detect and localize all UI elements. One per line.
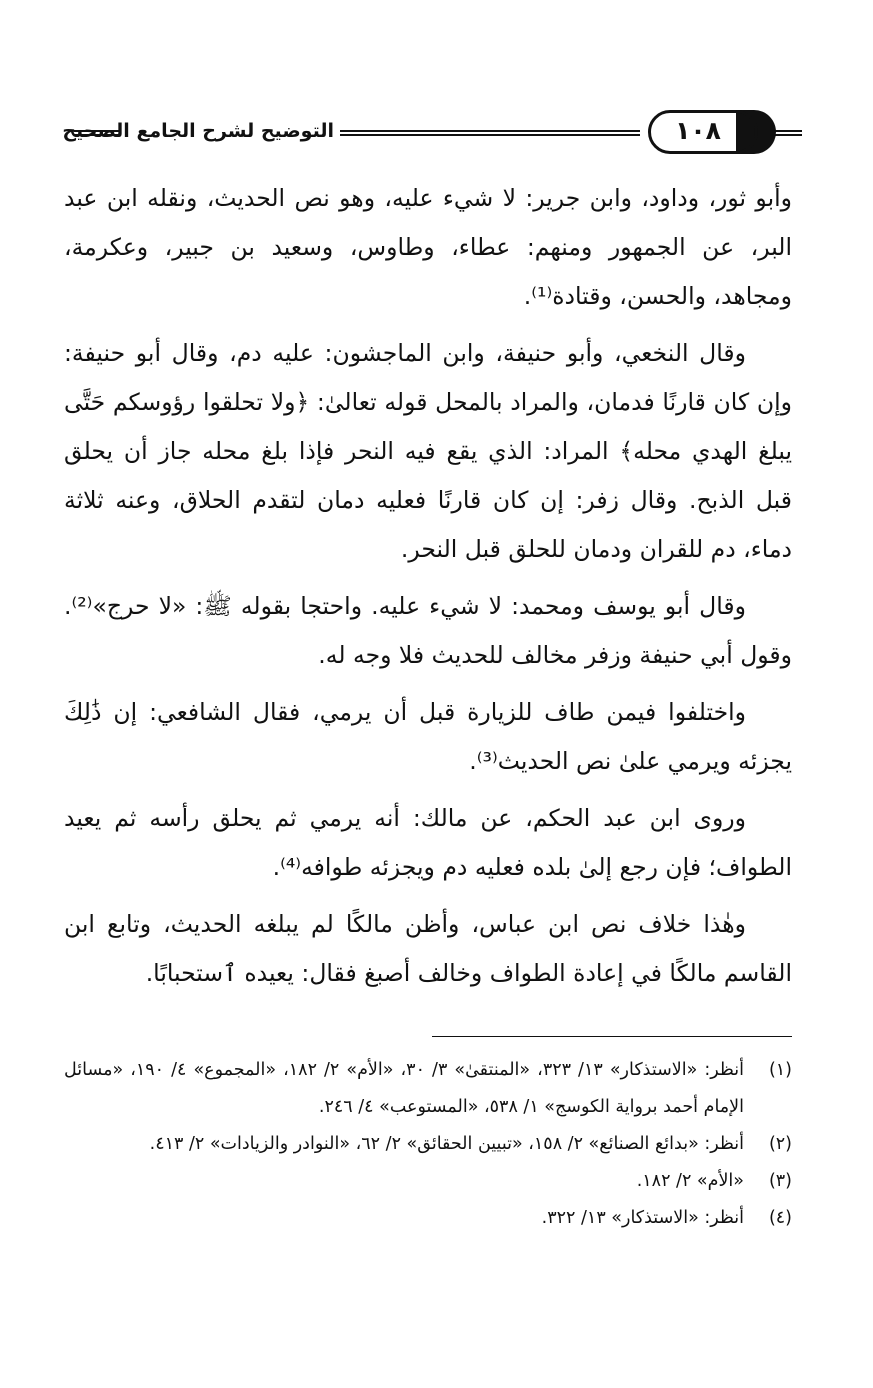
header-rule-left: [74, 130, 120, 136]
footnote-number: (٣): [768, 1171, 792, 1191]
paragraph-5: وروى ابن عبد الحكم، عن مالك: أنه يرمي ثم يحلق رأسه ثم يعيد الطواف؛ فإن رجع إلىٰ بلده فعليه دم ويجزئه طوافه⁽⁴⁾.: [64, 804, 792, 881]
footnote-4: [64, 1200, 792, 1237]
paragraph-3: وقال أبو يوسف ومحمد: لا شيء عليه. واحتجا بقوله ﷺ: «لا حرج»⁽²⁾. وقول أبي حنيفة وزفر مخالف للحديث فلا وجه له.: [64, 592, 792, 669]
footnote-text: أنظر: «الاستذكار» ١٣/ ٣٢٢.: [541, 1208, 744, 1228]
page-number: ١٠٨: [675, 116, 721, 145]
footnote-1: [64, 1052, 792, 1126]
footnote-number: (٢): [768, 1134, 792, 1154]
footnote-text: «الأم» ٢/ ١٨٢.: [636, 1171, 744, 1191]
header-rule-middle: [340, 130, 640, 136]
footnote-separator: [432, 1036, 792, 1037]
footnote-number: (٤): [768, 1208, 792, 1228]
paragraph-4: واختلفوا فيمن طاف للزيارة قبل أن يرمي، فقال الشافعي: إن ذَٰلِكَ يجزئه ويرمي علىٰ نص الحديث⁽³⁾.: [64, 698, 792, 775]
footnote-3: [64, 1163, 792, 1200]
paragraph-2: وقال النخعي، وأبو حنيفة، وابن الماجشون: عليه دم، وقال أبو حنيفة: وإن كان قارنًا فدمان، والمراد بالمحل قوله تعالىٰ: ﴿ولا تحلقوا رؤوسكم حَتَّى يبلغ الهدي محله﴾ المراد: الذي يقع فيه النحر فإذا بلغ محله جاز أن يحلق قبل الذبح. وقال زفر: إن كان قارنًا فعليه دمان لتقدم الحلاق، وعنه ثلاثة دماء، دم للقران ودمان للحلق قبل النحر.: [64, 339, 792, 563]
paragraph-6: وهٰذا خلاف نص ابن عباس، وأظن مالكًا لم يبلغه الحديث، وتابع ابن القاسم مالكًا في إعادة الطواف وخالف أصبغ فقال: يعيده ٱستحبابًا.: [64, 910, 792, 987]
footnote-text: أنظر: «بدائع الصنائع» ٢/ ١٥٨، «تبيين الحقائق» ٢/ ٦٢، «النوادر والزيادات» ٢/ ٤١٣.: [149, 1134, 744, 1154]
paragraph-1: وأبو ثور، وداود، وابن جرير: لا شيء عليه، وهو نص الحديث، ونقله ابن عبد البر، عن الجمهور ومنهم: عطاء، وطاوس، وسعيد بن جبير، وعكرمة، ومجاهد، والحسن، وقتادة⁽¹⁾.: [64, 184, 792, 310]
footnote-number: (١): [768, 1060, 792, 1080]
footnote-2: [64, 1126, 792, 1163]
page-header: [62, 108, 802, 158]
running-title: التوضيح لشرح الجامع الصحيح: [62, 120, 334, 142]
footnotes: [64, 1052, 792, 1237]
main-text: [64, 174, 792, 998]
footnote-text: أنظر: «الاستذكار» ١٣/ ٣٢٣، «المنتقىٰ» ٣/ ٣٠، «الأم» ٢/ ١٨٢، «المجموع» ٤/ ١٩٠، «مسائل الإمام أحمد برواية الكوسج» ١/ ٥٣٨، «المستوعب» ٤/ ٢٤٦.: [64, 1060, 745, 1117]
